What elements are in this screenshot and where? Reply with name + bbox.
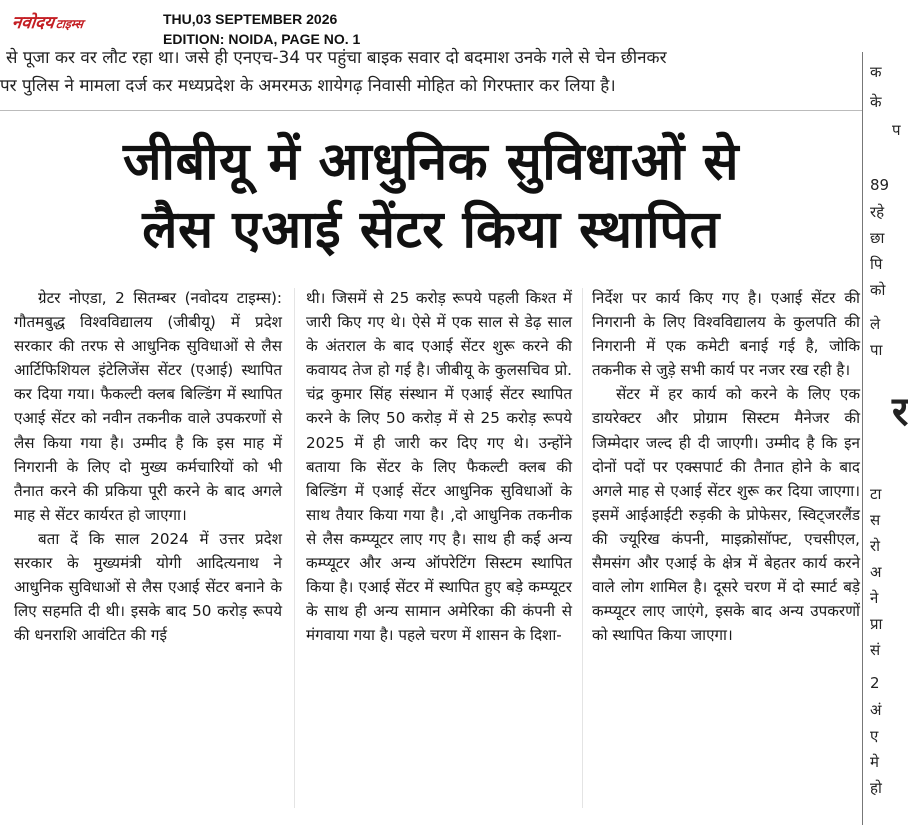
headline-line-1: जीबीयू में आधुनिक सुविधाओं से	[122, 132, 740, 192]
adjacent-article-fragment	[870, 52, 908, 825]
newspaper-logo	[11, 10, 85, 33]
paragraph: बता दें कि साल 2024 में उत्तर प्रदेश सरकार के मुख्यमंत्री योगी आदित्यनाथ ने आधुनिक सुविधाओं से लैस एआई सेंटर बनाने के लिए सहमति दी थी। इसके बाद 50 करोड़ रूपये की धनराशि आवंटित की गई	[14, 529, 282, 645]
side-fragment: रो	[870, 537, 881, 555]
logo-main: नवोदय	[10, 13, 56, 33]
column-divider	[862, 52, 863, 825]
side-fragment: प	[892, 121, 901, 139]
article-column-2	[306, 286, 572, 647]
side-fragment: प्रा	[870, 615, 883, 633]
gutter-rule	[294, 288, 295, 808]
side-fragment: र	[892, 389, 908, 435]
side-fragment: को	[870, 281, 886, 299]
section-divider	[0, 110, 862, 111]
logo-sub: टाइम्स	[55, 17, 84, 31]
side-fragment: छा	[870, 229, 885, 247]
side-fragment: हो	[870, 779, 882, 797]
snippet-line-2: पर पुलिस ने मामला दर्ज कर मध्यप्रदेश के अमरमऊ शायेगढ़ निवासी मोहित को गिरफ्तार कर लिया है।	[0, 76, 616, 96]
side-fragment: स	[870, 511, 881, 529]
article-headline	[0, 128, 862, 264]
headline-line-2: लैस एआई सेंटर किया स्थापित	[142, 200, 720, 260]
article-column-3	[592, 286, 860, 647]
side-fragment: पि	[870, 255, 883, 273]
side-fragment: ले	[870, 315, 881, 333]
paragraph: सेंटर में हर कार्य को करने के लिए एक डायरेक्टर और प्रोग्राम सिस्टम मैनेजर की जिम्मेदार जल्द ही दी जाएगी। उम्मीद है कि इन दोनों पदों पर एक्सपार्ट की तैनात होने के बाद अगले माह से एआई सेंटर शुरू कर दिया जाएगा। इसमें आईआईटी रुड़की के प्रोफेसर, स्विट्जरलैंड की ज्यूरिख कंपनी, माइक्रोसॉफ्ट, एचसीएल, सैमसंग और एआई के क्षेत्र में बेहतर कार्य करने वाले लोग शामिल है। दूसरे चरण में दो स्मार्ट बड़े कम्प्यूटर लाए जाएंगे, इसके बाद अन्य उपकरणों को स्थापित किया जाएगा।	[592, 385, 860, 645]
side-fragment: मे	[870, 753, 879, 771]
side-fragment: के	[870, 93, 882, 111]
article-column-1	[14, 286, 282, 647]
side-fragment: 2	[870, 674, 880, 692]
side-fragment: क	[870, 63, 882, 81]
side-fragment: अं	[870, 701, 882, 719]
side-fragment: ए	[870, 727, 879, 745]
paragraph: निर्देश पर कार्य किए गए है। एआई सेंटर की निगरानी के लिए विश्वविद्यालय के कुलपति की निगरानी में एक कमेटी बनाई गई है, जोकि तकनीक से जुड़े सभी कार्य पर नजर रख रही है।	[592, 289, 860, 380]
side-fragment: रहे	[870, 203, 885, 221]
side-fragment: 89	[870, 176, 890, 194]
paragraph: थी। जिसमें से 25 करोड़ रूपये पहली किश्त में जारी किए गए थे। ऐसे में एक साल से डेढ़ साल के अंतराल के बाद एआई सेंटर शुरू करने की कवायद तेज हो गई है। जीबीयू के कुलसचिव प्रो. चंद्र कुमार सिंह संस्थान में एआई सेंटर स्थापित करने के लिए 50 करोड़ में से 25 करोड़ रूपये 2025 में ही जारी कर दिए गए थे। उन्होंने बताया कि सेंटर के लिए फैकल्टी क्लब की बिल्डिंग में एआई सेंटर आधुनिक सुविधाओं के साथ तैयार किया गया है। ,दो आधुनिक तकनीक से लैस कम्प्यूटर लाए गए है। साथ ही कई अन्य कम्प्यूटर और अन्य ऑपरेटिंग सिस्टम स्थापित किया है। एआई सेंटर में स्थापित हुए बड़े कम्प्यूटर के साथ ही अन्य सामान अमेरिका की कंपनी से मंगवाया गया है। पहले चरण में शासन के दिशा-	[306, 289, 572, 645]
gutter-rule	[582, 288, 583, 808]
side-fragment: सं	[870, 641, 881, 659]
side-fragment: ने	[870, 589, 879, 607]
snippet-line-1: से पूजा कर वर लौट रहा था। जसे ही एनएच-34 पर पहुंचा बाइक सवार दो बदमाश उनके गले से चेन छीनकर	[6, 48, 667, 68]
edition-info: EDITION: NOIDA, PAGE NO. 1	[163, 31, 361, 47]
side-fragment: टा	[870, 485, 882, 503]
masthead	[0, 0, 900, 52]
side-fragment: अ	[870, 563, 882, 581]
paragraph: ग्रेटर नोएडा, 2 सितम्बर (नवोदय टाइम्स): गौतमबुद्ध विश्वविद्यालय (जीबीयू) में प्रदेश सरकार की तरफ से आधुनिक सुविधाओं से लैस आर्टिफिशियल इंटेलिजेंस सेंटर (एआई) स्थापित कर दिया गया। फैकल्टी क्लब बिल्डिंग में स्थापित एआई सेंटर को नवीन तकनीक वाले उपकरणों से लैस किया गया है। उम्मीद है कि इस माह में निगरानी के लिए दो मुख्य कर्मचारियों को भी तैनात करने की प्रकिया पूरी करने के बाद अगले माह से सेंटर कार्यरत हो जाएगा।	[14, 289, 282, 524]
dateline	[163, 9, 360, 49]
issue-date: THU,03 SEPTEMBER 2026	[163, 11, 338, 27]
side-fragment: पा	[870, 341, 883, 359]
